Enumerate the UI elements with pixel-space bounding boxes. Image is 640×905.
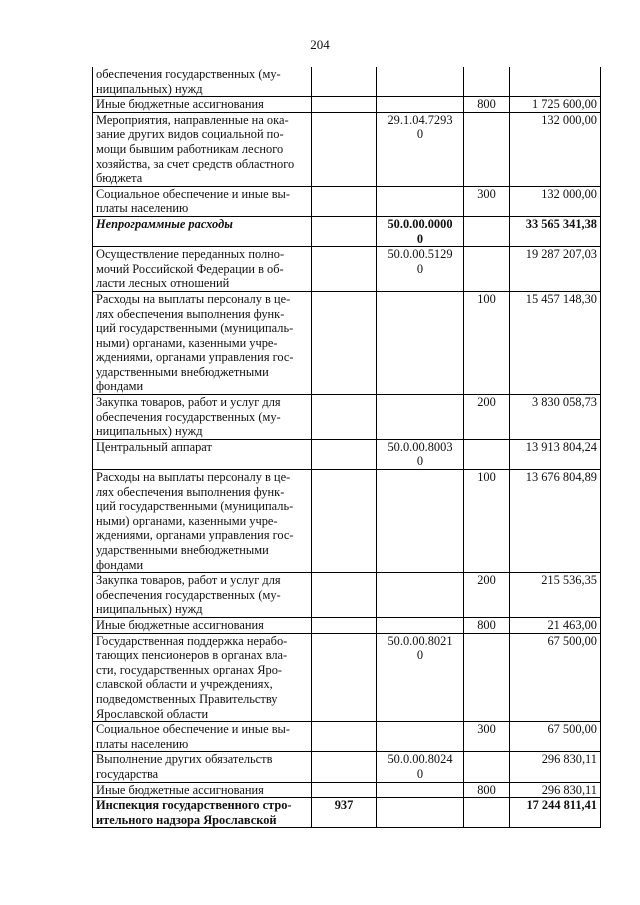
org-code-cell: [312, 67, 377, 97]
amount-cell: 67 500,00: [510, 633, 601, 722]
target-item-code-cell: [377, 216, 464, 246]
table-row: [93, 291, 601, 394]
target-item-code-cell: [377, 617, 464, 633]
expense-name-cell-text: Расходы на выплаты персоналу в це- лях обеспечения выполнения функ- ций государственными (муниципаль- ными) органами, казенными учре- ждениями, органами управления гос- ударственными внебюджетными фондами: [96, 291, 294, 394]
expense-name-cell: [93, 67, 312, 97]
expense-type-cell: [464, 216, 510, 246]
amount-cell: 132 000,00: [510, 186, 601, 216]
expense-name-cell: [93, 633, 312, 722]
target-item-code-cell: [377, 186, 464, 216]
target-item-code-cell-text: 50.0.00.5129 0: [387, 247, 453, 276]
target-item-code-cell: [377, 470, 464, 573]
table-row: [93, 112, 601, 186]
expense-name-cell: [93, 722, 312, 752]
org-code-cell: [312, 722, 377, 752]
target-item-code-cell: [377, 395, 464, 440]
amount-cell: 17 244 811,41: [510, 798, 601, 828]
amount-cell: 33 565 341,38: [510, 216, 601, 246]
org-code-cell: [312, 782, 377, 798]
expense-type-cell: [464, 247, 510, 292]
target-item-code-cell: [377, 722, 464, 752]
budget-table: [92, 67, 601, 828]
page-number: 204: [310, 37, 330, 52]
org-code-cell: [312, 752, 377, 782]
org-code-cell: [312, 633, 377, 722]
expense-name-cell: [93, 798, 312, 828]
amount-cell: 15 457 148,30: [510, 291, 601, 394]
expense-type-cell: [464, 112, 510, 186]
expense-name-cell-text: обеспечения государственных (му- ниципальных) нужд: [96, 67, 281, 96]
target-item-code-cell: [377, 97, 464, 113]
expense-name-cell: [93, 395, 312, 440]
expense-type-cell: 200: [464, 395, 510, 440]
amount-cell: 215 536,35: [510, 573, 601, 618]
target-item-code-cell-text: 29.1.04.7293 0: [387, 112, 453, 142]
table-row: [93, 633, 601, 722]
target-item-code-cell: [377, 752, 464, 782]
org-code-cell: 937: [312, 798, 377, 828]
expense-name-cell-text: Социальное обеспечение и иные вы- платы населению: [96, 186, 291, 216]
expense-name-cell-text: Расходы на выплаты персоналу в це- лях обеспечения выполнения функ- ций государственными (муниципаль- ными) органами, казенными учре- ждениями, органами управления гос- ударственными внебюджетными фондами: [96, 470, 294, 572]
target-item-code-cell-text: 50.0.00.8024 0: [387, 752, 453, 781]
expense-type-cell: 300: [464, 722, 510, 752]
org-code-cell: [312, 186, 377, 216]
target-item-code-cell: [377, 782, 464, 798]
expense-type-cell: 200: [464, 573, 510, 618]
table-row: [93, 395, 601, 440]
expense-name-cell: [93, 216, 312, 246]
amount-cell: [510, 67, 601, 97]
expense-name-cell-text: Осуществление переданных полно- мочий Российской Федерации в об- ласти лесных отношений: [96, 247, 285, 291]
amount-cell: 67 500,00: [510, 722, 601, 752]
amount-cell: 13 676 804,89: [510, 470, 601, 573]
table-row: [93, 798, 601, 828]
org-code-cell: [312, 617, 377, 633]
expense-name-cell-text: Мероприятия, направленные на ока- зание других видов социальной по- мощи бывшим работникам лесного хозяйства, за счет средств областного бюджета: [96, 112, 295, 186]
table-row: [93, 186, 601, 216]
expense-name-cell: [93, 782, 312, 798]
target-item-code-cell: [377, 798, 464, 828]
expense-type-cell: [464, 67, 510, 97]
expense-name-cell-text: Иные бюджетные ассигнования: [96, 97, 264, 112]
expense-type-cell: 800: [464, 97, 510, 113]
table-row: [93, 97, 601, 113]
target-item-code-cell: [377, 67, 464, 97]
org-code-cell: [312, 439, 377, 469]
table-row: [93, 470, 601, 573]
expense-type-cell: [464, 633, 510, 722]
target-item-code-cell-text: 50.0.00.8003 0: [387, 439, 453, 469]
table-row: [93, 67, 601, 97]
amount-cell: 19 287 207,03: [510, 247, 601, 292]
expense-type-cell: 300: [464, 186, 510, 216]
table-row: [93, 439, 601, 469]
target-item-code-cell: [377, 291, 464, 394]
amount-cell: 21 463,00: [510, 617, 601, 633]
expense-type-cell: 100: [464, 291, 510, 394]
org-code-cell: [312, 97, 377, 113]
table-row: [93, 247, 601, 292]
expense-type-cell: [464, 439, 510, 469]
expense-name-cell: [93, 617, 312, 633]
expense-name-cell: [93, 439, 312, 469]
expense-name-cell: [93, 291, 312, 394]
expense-type-cell: 100: [464, 470, 510, 573]
expense-name-cell-text: Государственная поддержка нерабо- тающих пенсионеров в органах вла- сти, государственных органах Яро- славской области и учреждениях, подведомственных Правительству Ярославской области: [96, 633, 288, 721]
table-row: [93, 752, 601, 782]
amount-cell: 296 830,11: [510, 782, 601, 798]
amount-cell: 1 725 600,00: [510, 97, 601, 113]
target-item-code-cell-text: 50.0.00.8021 0: [387, 633, 453, 663]
expense-name-cell-text: Закупка товаров, работ и услуг для обеспечения государственных (му- ниципальных) нужд: [96, 395, 281, 439]
expense-name-cell-text: Непрограммные расходы: [96, 216, 233, 231]
amount-cell: 3 830 058,73: [510, 395, 601, 440]
expense-name-cell-text: Инспекция государственного стро- ительного надзора Ярославской: [96, 798, 292, 827]
expense-name-cell: [93, 186, 312, 216]
expense-name-cell-text: Центральный аппарат: [96, 439, 212, 454]
expense-name-cell-text: Иные бюджетные ассигнования: [96, 782, 264, 797]
expense-type-cell: [464, 752, 510, 782]
table-row: [93, 617, 601, 633]
org-code-cell: [312, 573, 377, 618]
target-item-code-cell: [377, 633, 464, 722]
target-item-code-cell-text: 50.0.00.0000 0: [387, 216, 453, 246]
table-row: [93, 573, 601, 618]
org-code-cell: [312, 216, 377, 246]
org-code-cell: [312, 395, 377, 440]
amount-cell: 132 000,00: [510, 112, 601, 186]
expense-name-cell: [93, 247, 312, 292]
target-item-code-cell: [377, 112, 464, 186]
table-row: [93, 782, 601, 798]
org-code-cell: [312, 470, 377, 573]
expense-name-cell-text: Закупка товаров, работ и услуг для обеспечения государственных (му- ниципальных) нужд: [96, 573, 281, 617]
table-row: [93, 216, 601, 246]
expense-name-cell-text: Иные бюджетные ассигнования: [96, 617, 264, 632]
amount-cell: 13 913 804,24: [510, 439, 601, 469]
expense-type-cell: [464, 798, 510, 828]
target-item-code-cell: [377, 573, 464, 618]
expense-name-cell: [93, 97, 312, 113]
expense-name-cell-text: Социальное обеспечение и иные вы- платы населению: [96, 722, 291, 751]
target-item-code-cell: [377, 247, 464, 292]
expense-name-cell-text: Выполнение других обязательств государства: [96, 752, 273, 781]
target-item-code-cell: [377, 439, 464, 469]
amount-cell: 296 830,11: [510, 752, 601, 782]
org-code-cell: [312, 112, 377, 186]
expense-type-cell: 800: [464, 782, 510, 798]
expense-name-cell: [93, 752, 312, 782]
table-row: [93, 722, 601, 752]
expense-type-cell: 800: [464, 617, 510, 633]
org-code-cell: [312, 247, 377, 292]
expense-name-cell: [93, 470, 312, 573]
expense-name-cell: [93, 573, 312, 618]
org-code-cell: [312, 291, 377, 394]
expense-name-cell: [93, 112, 312, 186]
